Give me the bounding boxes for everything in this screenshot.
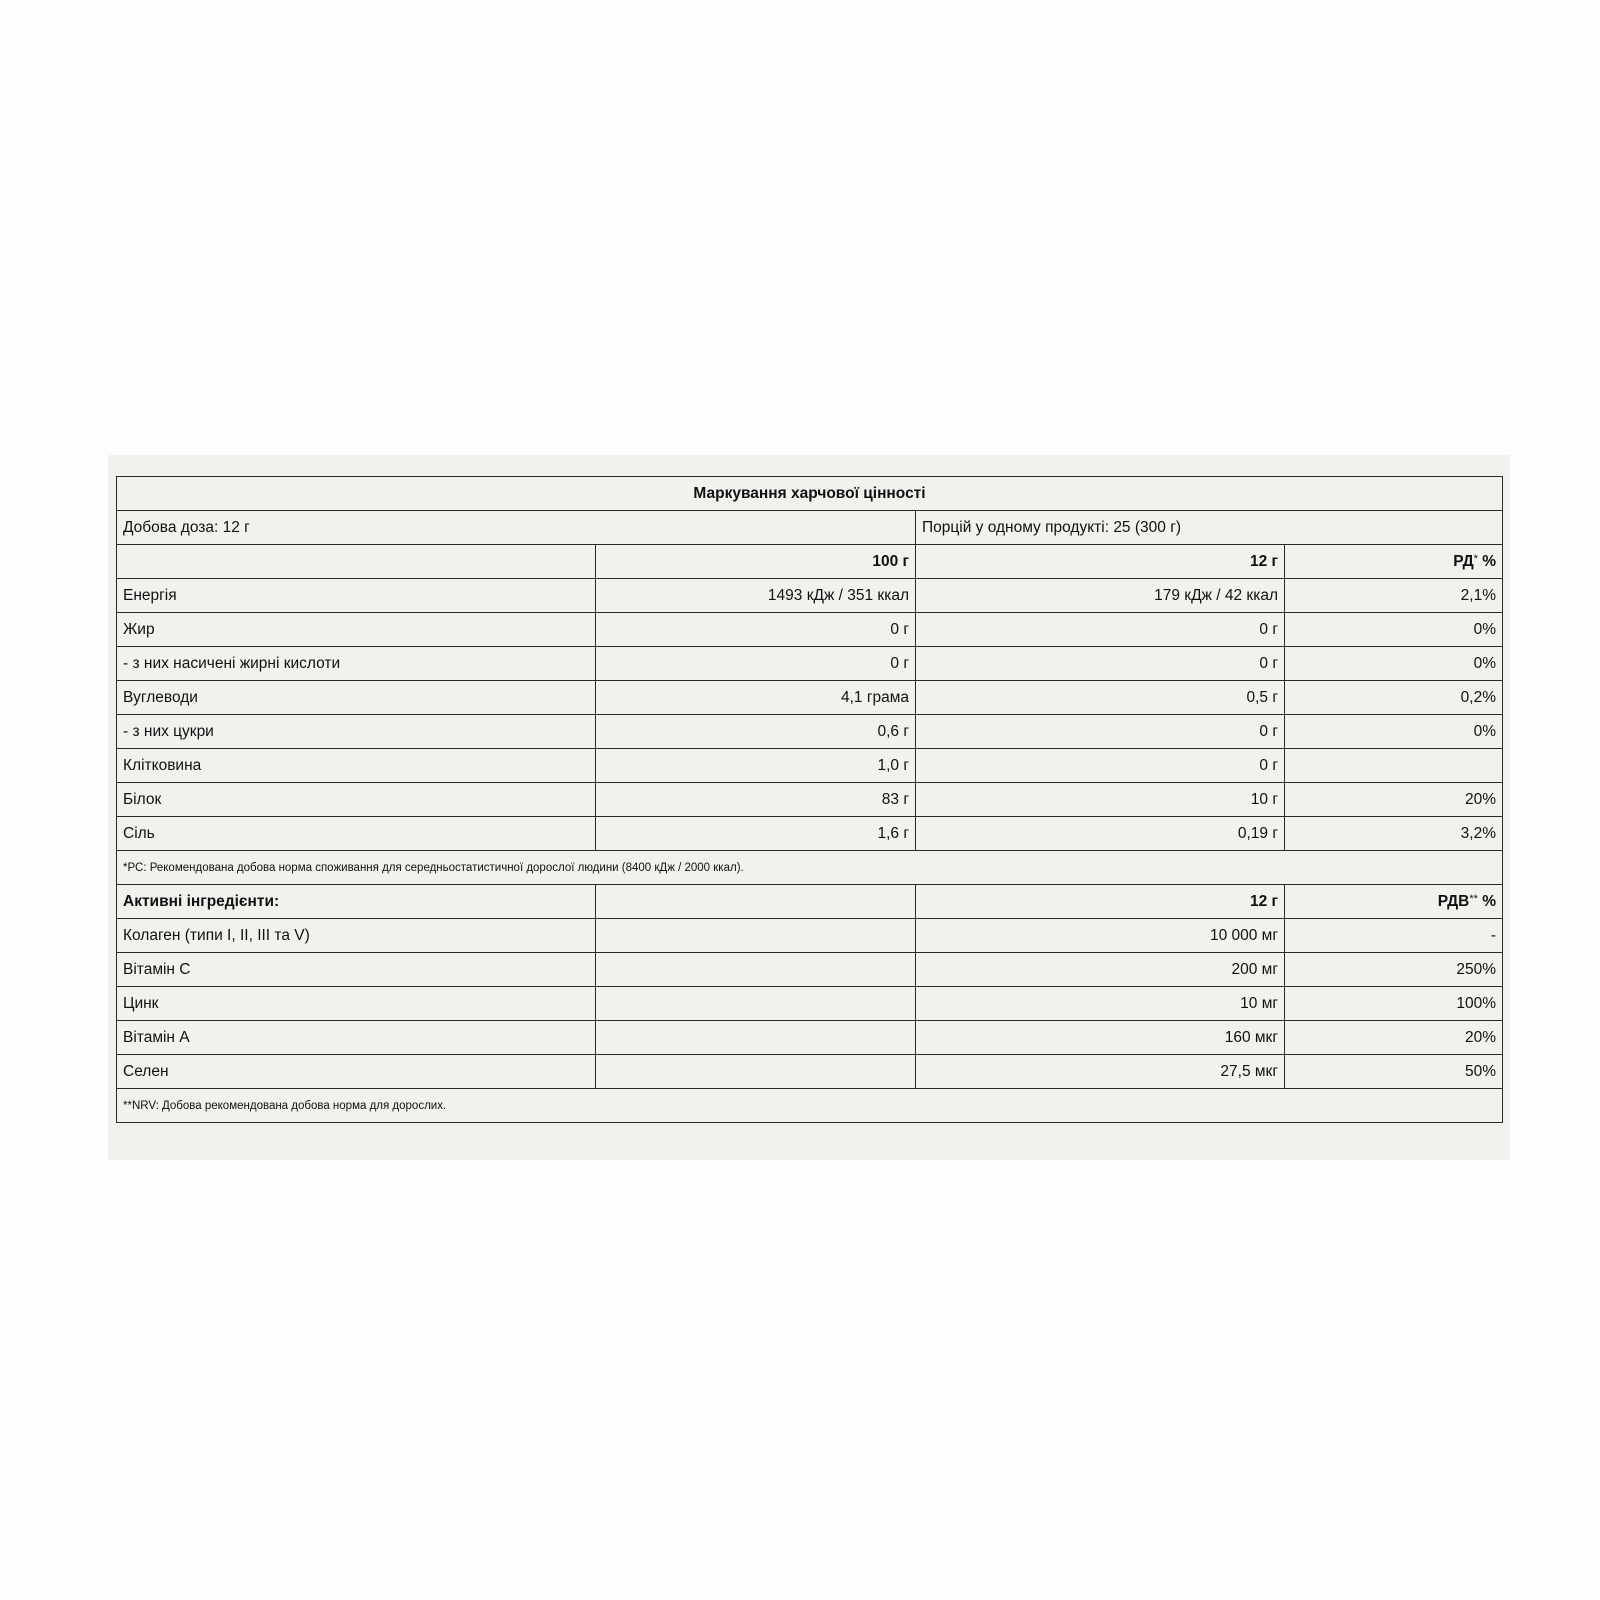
nutrient-per-12g: 0 г — [916, 715, 1285, 749]
nutrient-rd: 20% — [1285, 783, 1503, 817]
ingredient-nrv: 250% — [1285, 953, 1503, 987]
nrv-footnote: **NRV: Добова рекомендована добова норма для дорослих. — [117, 1089, 1503, 1123]
ingredient-name: Цинк — [117, 987, 596, 1021]
table-row — [117, 1021, 1503, 1055]
nutrient-per-12g: 0 г — [916, 613, 1285, 647]
daily-dose: Добова доза: 12 г — [117, 511, 916, 545]
nrv-percent-sign: % — [1477, 892, 1496, 910]
active-ingredients-heading: Активні інгредієнти: — [117, 885, 596, 919]
nutrient-per-100g: 83 г — [596, 783, 916, 817]
nutrient-rd: 2,1% — [1285, 579, 1503, 613]
ingredient-empty — [596, 987, 916, 1021]
nutrient-name: Вуглеводи — [117, 681, 596, 715]
dose-row — [117, 511, 1503, 545]
table-row — [117, 817, 1503, 851]
ingredient-nrv: 50% — [1285, 1055, 1503, 1089]
table-row — [117, 613, 1503, 647]
ingredient-nrv: - — [1285, 919, 1503, 953]
nutrient-per-100g: 0,6 г — [596, 715, 916, 749]
ingredient-name: Колаген (типи I, II, III та V) — [117, 919, 596, 953]
nutrient-rd: 3,2% — [1285, 817, 1503, 851]
nutrient-per-12g: 0 г — [916, 749, 1285, 783]
active-header-row — [117, 885, 1503, 919]
nutrient-per-12g: 179 кДж / 42 ккал — [916, 579, 1285, 613]
ingredient-empty — [596, 919, 916, 953]
title-row — [117, 477, 1503, 511]
nutrient-name: Енергія — [117, 579, 596, 613]
nutrient-rd: 0% — [1285, 715, 1503, 749]
ingredient-nrv: 20% — [1285, 1021, 1503, 1055]
active-header-nrv — [1285, 885, 1503, 919]
ingredient-empty — [596, 1021, 916, 1055]
table-row — [117, 1055, 1503, 1089]
nutrition-header-row — [117, 545, 1503, 579]
table-row — [117, 953, 1503, 987]
nutrient-name: Клітковина — [117, 749, 596, 783]
ingredient-amount: 160 мкг — [916, 1021, 1285, 1055]
ingredient-name: Вітамін А — [117, 1021, 596, 1055]
nutrient-per-12g: 0,19 г — [916, 817, 1285, 851]
nrv-label: РДВ — [1437, 892, 1470, 910]
ingredient-empty — [596, 953, 916, 987]
table-row — [117, 681, 1503, 715]
nutrient-rd — [1285, 749, 1503, 783]
active-header-empty — [596, 885, 916, 919]
footnote-row — [117, 1089, 1503, 1123]
ingredient-name: Селен — [117, 1055, 596, 1089]
nutrient-per-100g: 0 г — [596, 613, 916, 647]
ingredient-name: Вітамін С — [117, 953, 596, 987]
nutrition-table — [116, 476, 1503, 1123]
ingredient-nrv: 100% — [1285, 987, 1503, 1021]
table-row — [117, 919, 1503, 953]
rd-footnote: *РС: Рекомендована добова норма споживання для середньостатистичної дорослої людини (8400 кДж / 2000 ккал). — [117, 851, 1503, 885]
nutrient-name: - з них цукри — [117, 715, 596, 749]
header-per-12g: 12 г — [916, 545, 1285, 579]
ingredient-amount: 27,5 мкг — [916, 1055, 1285, 1089]
nutrient-per-100g: 1,0 г — [596, 749, 916, 783]
table-row — [117, 749, 1503, 783]
nutrient-name: - з них насичені жирні кислоти — [117, 647, 596, 681]
ingredient-amount: 10 000 мг — [916, 919, 1285, 953]
table-row — [117, 715, 1503, 749]
header-rd-percent — [1285, 545, 1503, 579]
nutrient-per-100g: 0 г — [596, 647, 916, 681]
rd-label: РД — [1453, 552, 1474, 570]
nutrient-per-100g: 1,6 г — [596, 817, 916, 851]
ingredient-empty — [596, 1055, 916, 1089]
rd-percent-sign: % — [1477, 552, 1496, 570]
table-row — [117, 783, 1503, 817]
nutrient-name: Сіль — [117, 817, 596, 851]
ingredient-amount: 200 мг — [916, 953, 1285, 987]
nutrient-rd: 0,2% — [1285, 681, 1503, 715]
nutrient-rd: 0% — [1285, 613, 1503, 647]
header-name-cell — [117, 545, 596, 579]
nutrient-per-12g: 0 г — [916, 647, 1285, 681]
nrv-footnote-mark: ** — [1469, 892, 1478, 905]
header-per-100g: 100 г — [596, 545, 916, 579]
nutrient-rd: 0% — [1285, 647, 1503, 681]
servings-per-product: Порцій у одному продукті: 25 (300 г) — [916, 511, 1503, 545]
nutrient-name: Жир — [117, 613, 596, 647]
table-row — [117, 579, 1503, 613]
nutrient-per-100g: 4,1 грама — [596, 681, 916, 715]
footnote-row — [117, 851, 1503, 885]
nutrient-per-12g: 10 г — [916, 783, 1285, 817]
table-row — [117, 987, 1503, 1021]
nutrient-per-12g: 0,5 г — [916, 681, 1285, 715]
nutrition-label-panel — [108, 455, 1510, 1160]
rd-footnote-mark: * — [1473, 552, 1478, 565]
nutrient-per-100g: 1493 кДж / 351 ккал — [596, 579, 916, 613]
table-row — [117, 647, 1503, 681]
table-title: Маркування харчової цінності — [117, 477, 1503, 511]
nutrient-name: Білок — [117, 783, 596, 817]
active-header-per-12g: 12 г — [916, 885, 1285, 919]
ingredient-amount: 10 мг — [916, 987, 1285, 1021]
